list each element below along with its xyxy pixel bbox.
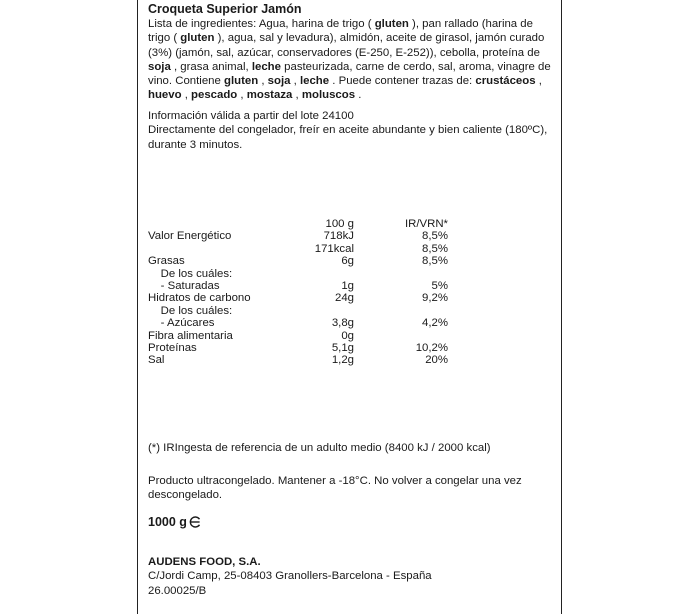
nutrition-row [148,330,448,342]
storage-instructions: Producto ultracongelado. Mantener a -18°C. No volver a congelar una vez descongelado. [148,475,522,502]
nutrition-row [148,230,448,242]
ir-note: (*) IRIngesta de referencia de un adulto medio (8400 kJ / 2000 kcal) [148,442,491,454]
ir-percent: IR/VRN* [404,218,448,230]
per-100g: 1g [341,279,354,292]
allergen: leche [299,75,330,88]
ingredient-text: Lista de ingredientes: Agua, harina de trigo ( [148,18,375,30]
allergen: mostaza [246,89,293,102]
nutrition-row [148,292,448,304]
per-100g: 1,2g [331,354,354,367]
nutrition-row [148,342,448,354]
nutrient-name: Sal [148,354,165,367]
nutrition-row [148,243,448,255]
nutrient-name: Proteínas [148,341,197,354]
allergen: leche [251,60,281,73]
nutrition-row [148,354,448,366]
per-100g: 171kcal [314,242,354,255]
ingredient-text: , [292,89,302,102]
nutrition-row [148,268,448,280]
nutrient-name: De los cuáles: [148,304,233,317]
weight-value: 1000 g [148,515,187,529]
e-mark-icon [189,516,201,528]
nutrition-row [148,305,448,317]
nutrient-name: - Saturadas [148,279,220,292]
allergen: huevo [148,89,182,102]
allergen: gluten [374,18,409,30]
company-address: C/Jordi Camp, 25-08403 Granollers-Barcelona - España [148,570,432,582]
ingredient-text: ), agua, sal y levadura), almidón, aceite de girasol, jamón curado (3%) (jamón, sal, azúcar, conservadores (E-250, E-252)), cebolla, proteína de [148,32,545,59]
cooking-instructions: Directamente del congelador, freír en aceite abundante y bien caliente (180ºC), durante 3 minutos. [148,124,548,151]
nutrition-header [148,218,448,230]
allergen: soja [148,60,171,73]
allergen: gluten [180,32,215,45]
nutrition-row [148,317,448,329]
ingredient-text: ), pan rallado (harina de trigo ( [148,18,533,45]
ir-percent: 8,5% [422,242,448,255]
per-100g: 5,1g [331,341,354,354]
ir-percent: 10,2% [415,341,448,354]
ingredient-text: pasteurizada, carne de cerdo, sal, aroma, vinagre de vino. Contiene [148,60,551,88]
net-weight [148,515,552,529]
ir-percent: 5% [431,279,448,292]
per-100g: 0g [341,329,354,342]
nutrient-name: Fibra alimentaria [148,329,233,342]
ingredient-text: , [181,89,192,102]
nutrient-name: De los cuáles: [148,267,233,280]
allergen: pescado [191,89,238,102]
allergen: moluscos [301,89,356,102]
per-100g: 100 g [325,218,354,230]
product-title: Croqueta Superior Jamón [148,2,302,16]
nutrient-name: Grasas [148,255,185,268]
nutrition-table [148,218,448,367]
ingredient-text: , [237,89,247,102]
ir-percent: 8,5% [422,255,448,268]
ingredients-list [148,17,552,103]
per-100g: 3,8g [331,317,354,330]
ir-percent: 9,2% [422,292,448,305]
ingredient-text: , grasa animal, [170,60,252,73]
nutrition-row [148,255,448,267]
nutrient-name: - Azúcares [148,317,215,330]
company-name: AUDENS FOOD, S.A. [148,556,261,568]
allergen: gluten [224,75,259,88]
per-100g: 24g [334,292,354,305]
lote-info: Información válida a partir del lote 24100 [148,110,354,122]
per-100g: 718kJ [323,230,354,243]
ir-percent: 4,2% [422,317,448,330]
ingredient-text: . Puede contener trazas de: [329,75,476,88]
per-100g: 6g [341,255,354,268]
ir-percent: 8,5% [422,230,448,243]
ingredient-text: , [258,75,268,88]
ir-percent: 20% [425,354,448,367]
nutrition-row [148,280,448,292]
usage-info [148,109,552,152]
ingredient-text: . [355,89,362,102]
nutrient-name: Hidratos de carbono [148,292,251,305]
allergen: soja [267,75,291,88]
registration-code: 26.00025/B [148,585,207,597]
ingredient-text: , [535,75,542,88]
ingredient-text: , [290,75,300,88]
nutrient-name: Valor Energético [148,230,232,243]
allergen: crustáceos [475,75,536,88]
product-label [137,0,562,614]
